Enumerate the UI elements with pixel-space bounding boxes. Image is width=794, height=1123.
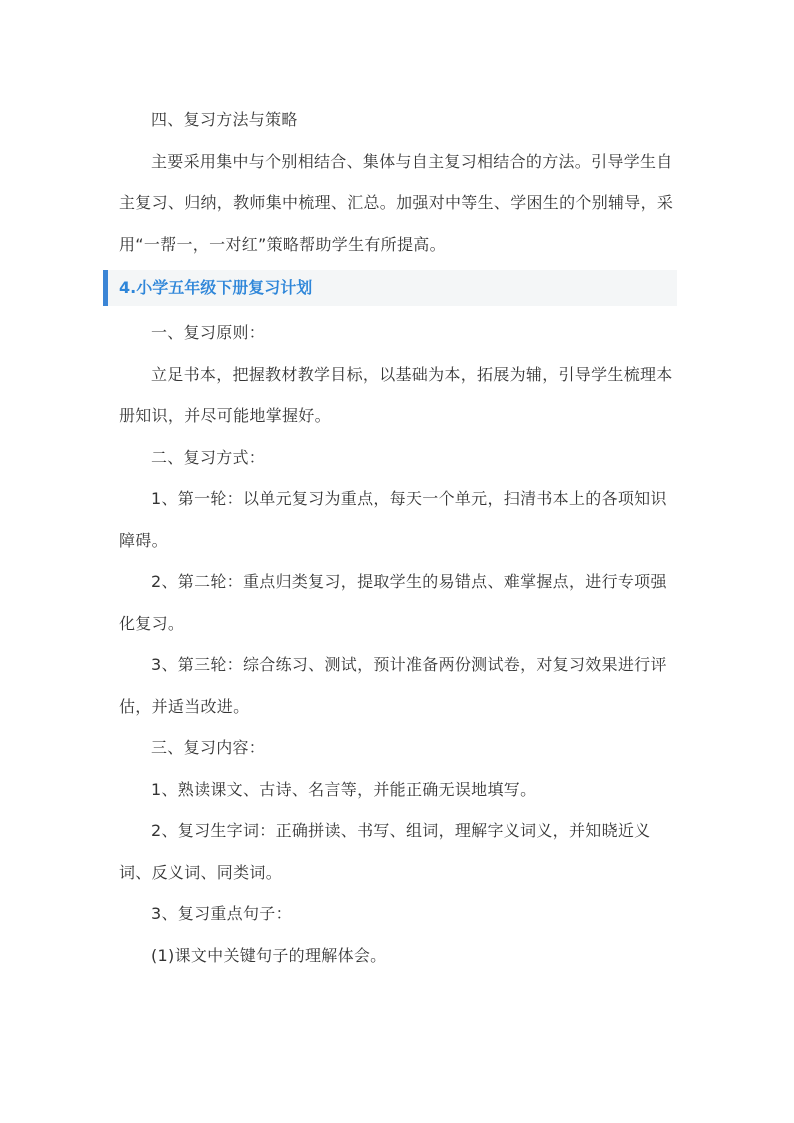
- round-three-paragraph: 3、第三轮：综合练习、测试，预计准备两份测试卷，对复习效果进行评估，并适当改进。: [119, 655, 667, 716]
- section-heading-title: 4.小学五年级下册复习计划: [119, 278, 313, 297]
- content-item-three: 3、复习重点句子：: [151, 904, 292, 923]
- principle-paragraph: 立足书本，把握教材教学目标，以基础为本，拓展为辅，引导学生梳理本册知识，并尽可能地掌握好。: [119, 364, 673, 425]
- content-title: 三、复习内容：: [151, 738, 266, 757]
- round-two-paragraph: 2、第二轮：重点归类复习，提取学生的易错点、难掌握点，进行专项强化复习。: [119, 572, 667, 633]
- round-one-paragraph: 1、第一轮：以单元复习为重点，每天一个单元，扫清书本上的各项知识障碍。: [119, 489, 667, 550]
- section-heading: [103, 270, 677, 306]
- method-title: 二、复习方式：: [151, 447, 266, 467]
- content-item-one: 1、熟读课文、古诗、名言等，并能正确无误地填写。: [151, 779, 537, 799]
- heading-accent-bar: [103, 270, 108, 306]
- principle-title: 一、复习原则：: [151, 323, 266, 342]
- content-item-two: 2、复习生字词：正确拼读、书写、组词，理解字义词义，并知晓近义词、反义词、同类词。: [119, 821, 651, 882]
- content-subitem-one: (1)课文中关键句子的理解体会。: [151, 945, 387, 965]
- document-body: [119, 99, 675, 976]
- section-four-title: 四、复习方法与策略: [151, 110, 298, 129]
- review-method-paragraph: 主要采用集中与个别相结合、集体与自主复习相结合的方法。引导学生自主复习、归纳，教师集中梳理、汇总。加强对中等生、学困生的个别辅导，采用“一帮一，一对红”策略帮助学生有所提高。: [119, 151, 674, 254]
